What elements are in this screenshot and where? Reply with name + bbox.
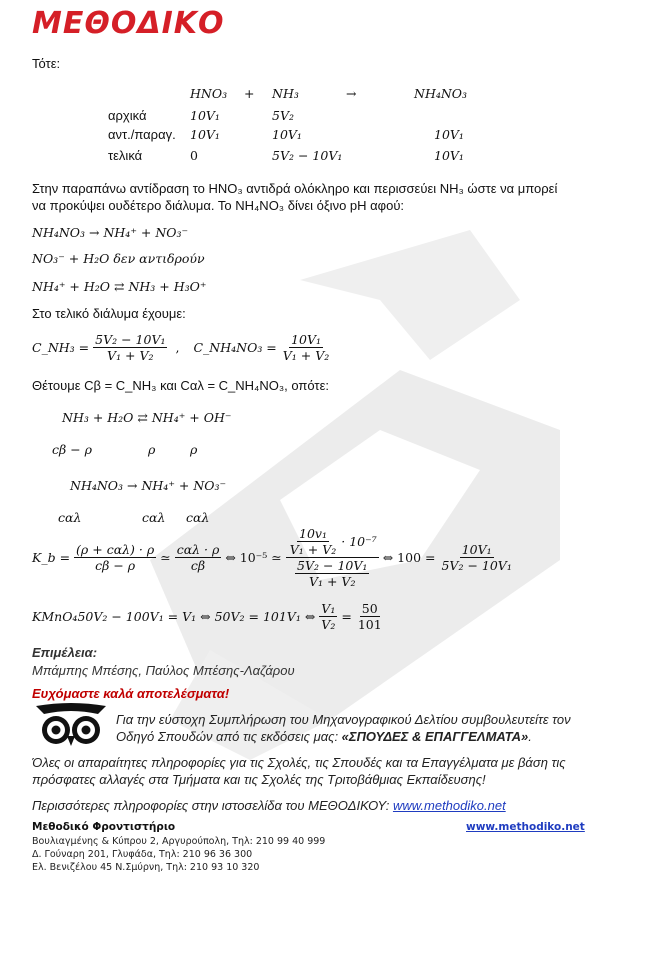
value-rho: ρ xyxy=(148,442,156,457)
row-label-final: τελικά xyxy=(108,148,143,163)
factor: · 10⁻⁷ xyxy=(341,533,377,549)
c-salt-label: C_NH₄NO₃ = xyxy=(193,340,277,355)
fraction xyxy=(439,542,513,573)
paragraph-1-line-1: Στην παραπάνω αντίδραση το HNO₃ αντιδρά ολόκληρο και περισσεύει NH₃ ώστε να μπορεί xyxy=(32,181,558,196)
numerator: 50 xyxy=(361,600,378,616)
advice-line-2 xyxy=(116,729,532,744)
denominator: V₁ + V₂ xyxy=(308,573,356,589)
c-salt-fraction xyxy=(281,332,332,363)
numerator: 10V₁ xyxy=(461,541,492,557)
value-rho: ρ xyxy=(190,442,198,457)
cell: 10V₁ xyxy=(190,127,220,142)
intro-text: Τότε: xyxy=(32,56,61,71)
denominator: cβ xyxy=(190,557,206,573)
numerator: 10V₁ xyxy=(291,332,321,347)
footer-website-link[interactable]: www.methodiko.net xyxy=(466,821,585,833)
inner-fraction xyxy=(295,558,369,589)
cell: 5V₂ xyxy=(272,108,294,123)
cell: 0 xyxy=(190,148,198,163)
iff-text: ⇔ 10⁻⁵ ≃ xyxy=(225,549,282,565)
credits-names: Μπάμπης Μπέσης, Παύλος Μπέσης-Λαζάρου xyxy=(32,663,295,678)
credits-heading: Επιμέλεια: xyxy=(32,645,98,660)
cell: 5V₂ − 10V₁ xyxy=(272,148,343,163)
denominator: 5V₂ − 10V₁ xyxy=(441,557,512,573)
fraction xyxy=(175,542,222,573)
value-c-al: cαλ xyxy=(58,510,82,525)
fraction xyxy=(356,601,384,632)
equation-base-equilibrium: NH₃ + H₂O ⇄ NH₄⁺ + OH⁻ xyxy=(62,410,232,425)
c-nh3-fraction xyxy=(93,332,167,363)
numerator: 10v₁ xyxy=(299,525,327,541)
footer-address-2: Δ. Γούναρη 201, Γλυφάδα, Τηλ: 210 96 36 300 xyxy=(32,849,253,860)
denominator: V₂ xyxy=(321,616,336,632)
denominator: cβ − ρ xyxy=(95,557,136,573)
value-c-al: cαλ xyxy=(142,510,166,525)
owl-icon xyxy=(34,702,108,748)
final-solution-text: Στο τελικό διάλυμα έχουμε: xyxy=(32,306,186,321)
advice-line-1: Για την εύστοχη Συμπλήρωση του Μηχανογραφικού Δελτίου συμβουλευτείτε τον xyxy=(116,712,571,727)
kb-equation xyxy=(32,524,514,590)
wishes-text: Ευχόμαστε καλά αποτελέσματα! xyxy=(32,686,230,701)
inner-fraction xyxy=(288,526,339,557)
row-label-initial: αρχικά xyxy=(108,108,147,123)
guide-title: «ΣΠΟΥΔΕΣ & ΕΠΑΓΓΕΛΜΑΤΑ» xyxy=(341,729,529,744)
paragraph-1-line-2: να προκύψει ουδέτερο διάλυμα. Το NH₄NO₃ δίνει όξινο pH αφού: xyxy=(32,198,405,213)
equation-hydrolysis: NH₄⁺ + H₂O ⇄ NH₃ + H₃O⁺ xyxy=(32,279,207,294)
footer-address-3: Ελ. Βενιζέλου 45 Ν.Σμύρνη, Τηλ: 210 93 10 320 xyxy=(32,862,260,873)
more-info-text: Περισσότερες πληροφορίες στην ιστοσελίδα του ΜΕΘΟΔΙΚΟΥ: xyxy=(32,798,393,813)
equation-salt-dissociation: NH₄NO₃ → NH₄⁺ + NO₃⁻ xyxy=(70,478,227,493)
equals-sign: = xyxy=(341,608,352,624)
concentration-equations: C_NH₃ = $\frac{\text{5V₂ − 10V₁}}{\text{V₁ + V₂}}$ , C_NH₄NO₃ = $\frac{\text{10V₁}}{\text{V₁ + V₂}}$ xyxy=(32,332,330,363)
species-nh3: NH₃ xyxy=(272,86,299,101)
numerator: 5V₂ − 10V₁ xyxy=(95,332,166,347)
ratio-equation xyxy=(32,598,384,634)
numerator xyxy=(286,526,379,558)
website-link[interactable]: www.methodiko.net xyxy=(392,798,506,813)
info-line-2: πρόσφατες αλλαγές στα Τμήματα και τις Σχολές της Τριτοβάθμιας Εκπαίδευσης! xyxy=(32,772,486,787)
kb-label: K_b = xyxy=(32,549,71,565)
c-nh3-label: C_NH₃ = xyxy=(32,340,90,355)
cell: 10V₁ xyxy=(434,148,464,163)
numerator: 5V₂ − 10V₁ xyxy=(297,557,368,573)
cell: 10V₁ xyxy=(434,127,464,142)
species-nh4no3: NH₄NO₃ xyxy=(414,86,468,101)
value-cb-minus-rho: cβ − ρ xyxy=(52,442,92,457)
row-label-change: αντ./παραγ. xyxy=(108,127,176,142)
approx-sign: ≃ xyxy=(160,549,171,565)
ratio-text: KMnO₄50V₂ − 100V₁ = V₁ ⇔ 50V₂ = 101V₁ ⇔ xyxy=(32,608,316,624)
numerator: cαλ · ρ xyxy=(176,541,220,557)
plus-sign: + xyxy=(244,86,255,101)
denominator: V₁ + V₂ xyxy=(289,541,337,557)
set-variables-text: Θέτουμε Cβ = C_NH₃ και Cαλ = C_NH₄NO₃, οπότε: xyxy=(32,378,329,393)
denominator: V₁ + V₂ xyxy=(282,348,330,363)
equation-dissociation: NH₄NO₃ → NH₄⁺ + NO₃⁻ xyxy=(32,225,189,240)
denominator: 101 xyxy=(357,616,382,632)
compound-fraction xyxy=(286,526,379,589)
advice-text: Οδηγό Σπουδών από τις εκδόσεις μας: xyxy=(116,729,342,744)
logo[interactable]: ΜΕΘΟΔΙΚΟ xyxy=(32,6,225,41)
more-info-line xyxy=(32,798,506,813)
footer-address-1: Βουλιαγμένης & Κύπρου 2, Αργυρούπολη, Τηλ: 210 99 40 999 xyxy=(32,836,326,847)
denominator xyxy=(293,558,371,589)
fraction xyxy=(319,601,337,632)
value-c-al: cαλ xyxy=(186,510,210,525)
equation-no-reaction: NO₃⁻ + H₂O δεν αντιδρούν xyxy=(32,251,205,266)
footer-title: Μεθοδικό Φροντιστήριο xyxy=(32,821,176,833)
arrow: → xyxy=(346,86,357,101)
numerator: V₁ xyxy=(321,600,336,616)
advice-period: . xyxy=(528,729,532,744)
cell: 10V₁ xyxy=(190,108,220,123)
numerator: (ρ + cαλ) · ρ xyxy=(76,541,155,557)
info-line-1: Όλες οι απαραίτητες πληροφορίες για τις Σχολές, τις Σπουδές και τα Επαγγέλματα με βάση τις xyxy=(32,755,566,770)
fraction xyxy=(74,542,156,573)
cell: 10V₁ xyxy=(272,127,302,142)
denominator: V₁ + V₂ xyxy=(107,348,154,363)
iff-text: ⇔ 100 = xyxy=(382,549,436,565)
species-hno3: HNO₃ xyxy=(190,86,228,101)
